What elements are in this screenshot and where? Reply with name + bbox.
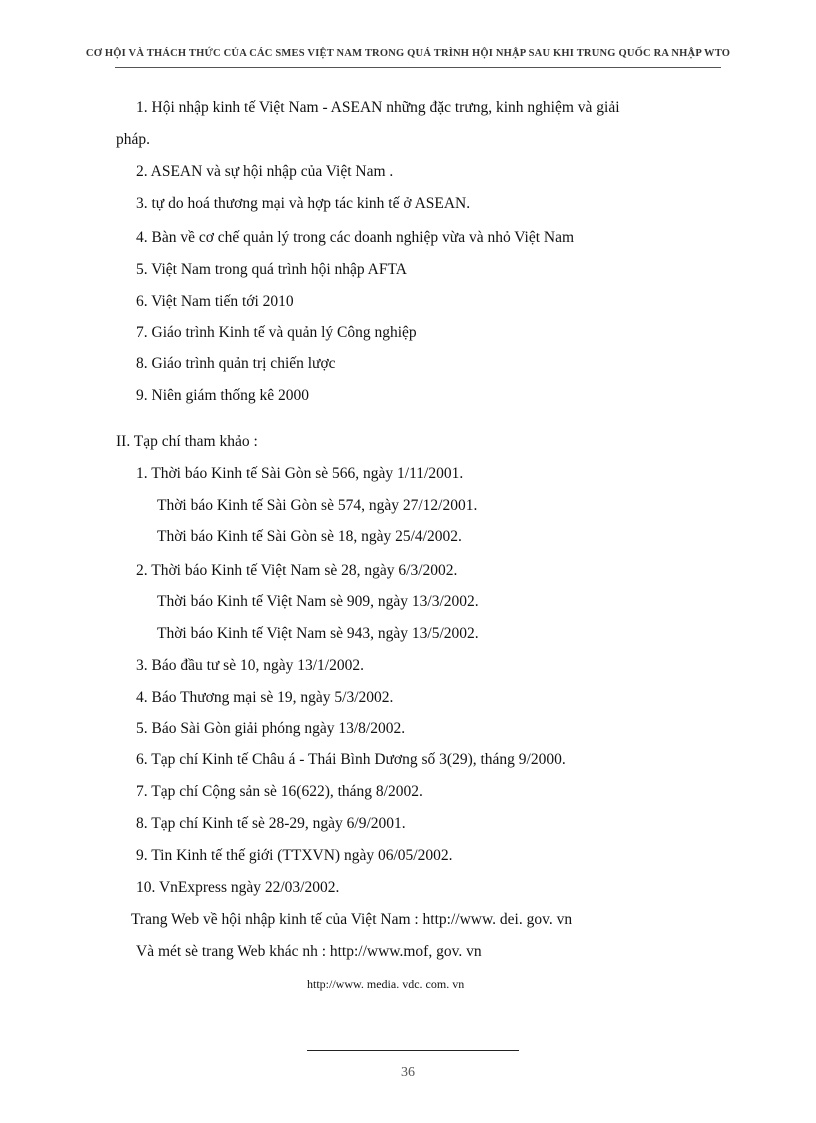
journal-item: Thời báo Kinh tế Sài Gòn sè 574, ngày 27/12/2001. bbox=[157, 497, 478, 514]
web-reference-url: http://www. media. vdc. com. vn bbox=[307, 977, 465, 991]
journal-item: 7. Tạp chí Cộng sản sè 16(622), tháng 8/2002. bbox=[136, 783, 423, 800]
footer-divider bbox=[307, 1050, 519, 1051]
running-header: CƠ HỘI VÀ THÁCH THỨC CỦA CÁC SMES VIỆT NAM TRONG QUÁ TRÌNH HỘI NHẬP SAU KHI TRUNG QUỐC RA NHẬP WTO bbox=[85, 48, 731, 59]
journal-item: Thời báo Kinh tế Việt Nam sè 943, ngày 13/5/2002. bbox=[157, 625, 479, 642]
book-item-8: 8. Giáo trình quản trị chiến lược bbox=[136, 355, 336, 372]
book-item-7: 7. Giáo trình Kinh tế và quản lý Công nghiệp bbox=[136, 324, 417, 341]
journal-item: 8. Tạp chí Kinh tế sè 28-29, ngày 6/9/2001. bbox=[136, 815, 406, 832]
journal-item: 9. Tin Kinh tế thế giới (TTXVN) ngày 06/05/2002. bbox=[136, 847, 453, 864]
journal-item: 10. VnExpress ngày 22/03/2002. bbox=[136, 879, 340, 896]
web-reference: Trang Web về hội nhập kinh tế của Việt Nam : http://www. dei. gov. vn bbox=[131, 911, 573, 928]
journal-item: 6. Tạp chí Kinh tế Châu á - Thái Bình Dương số 3(29), tháng 9/2000. bbox=[136, 751, 566, 768]
book-item-9: 9. Niên giám thống kê 2000 bbox=[136, 387, 310, 404]
journal-item: 4. Báo Thương mại sè 19, ngày 5/3/2002. bbox=[136, 689, 394, 706]
journal-item: Thời báo Kinh tế Sài Gòn sè 18, ngày 25/4/2002. bbox=[157, 528, 462, 545]
web-reference: Và mét sè trang Web khác nh : http://www.mof, gov. vn bbox=[136, 943, 482, 960]
book-item-4: 4. Bàn về cơ chế quản lý trong các doanh nghiệp vừa và nhỏ Việt Nam bbox=[136, 229, 575, 246]
journal-item: 3. Báo đầu tư sè 10, ngày 13/1/2002. bbox=[136, 657, 364, 674]
journal-item: 5. Báo Sài Gòn giải phóng ngày 13/8/2002. bbox=[136, 720, 406, 737]
book-item-3: 3. tự do hoá thương mại và hợp tác kinh tế ở ASEAN. bbox=[136, 195, 471, 212]
book-item-6: 6. Việt Nam tiến tới 2010 bbox=[136, 293, 294, 310]
header-divider bbox=[115, 67, 721, 68]
section-heading-journals: II. Tạp chí tham khảo : bbox=[116, 433, 258, 450]
journal-item: 2. Thời báo Kinh tế Việt Nam sè 28, ngày 6/3/2002. bbox=[136, 562, 458, 579]
page-number: 36 bbox=[401, 1065, 415, 1080]
book-item-1: 1. Hội nhập kinh tế Việt Nam - ASEAN những đặc trưng, kinh nghiệm và giải bbox=[136, 99, 620, 116]
book-item-5: 5. Việt Nam trong quá trình hội nhập AFTA bbox=[136, 261, 407, 278]
journal-item: 1. Thời báo Kinh tế Sài Gòn sè 566, ngày 1/11/2001. bbox=[136, 465, 464, 482]
book-item-1-cont: pháp. bbox=[116, 131, 151, 148]
book-item-2: 2. ASEAN và sự hội nhập của Việt Nam . bbox=[136, 163, 394, 180]
journal-item: Thời báo Kinh tế Việt Nam sè 909, ngày 13/3/2002. bbox=[157, 593, 479, 610]
